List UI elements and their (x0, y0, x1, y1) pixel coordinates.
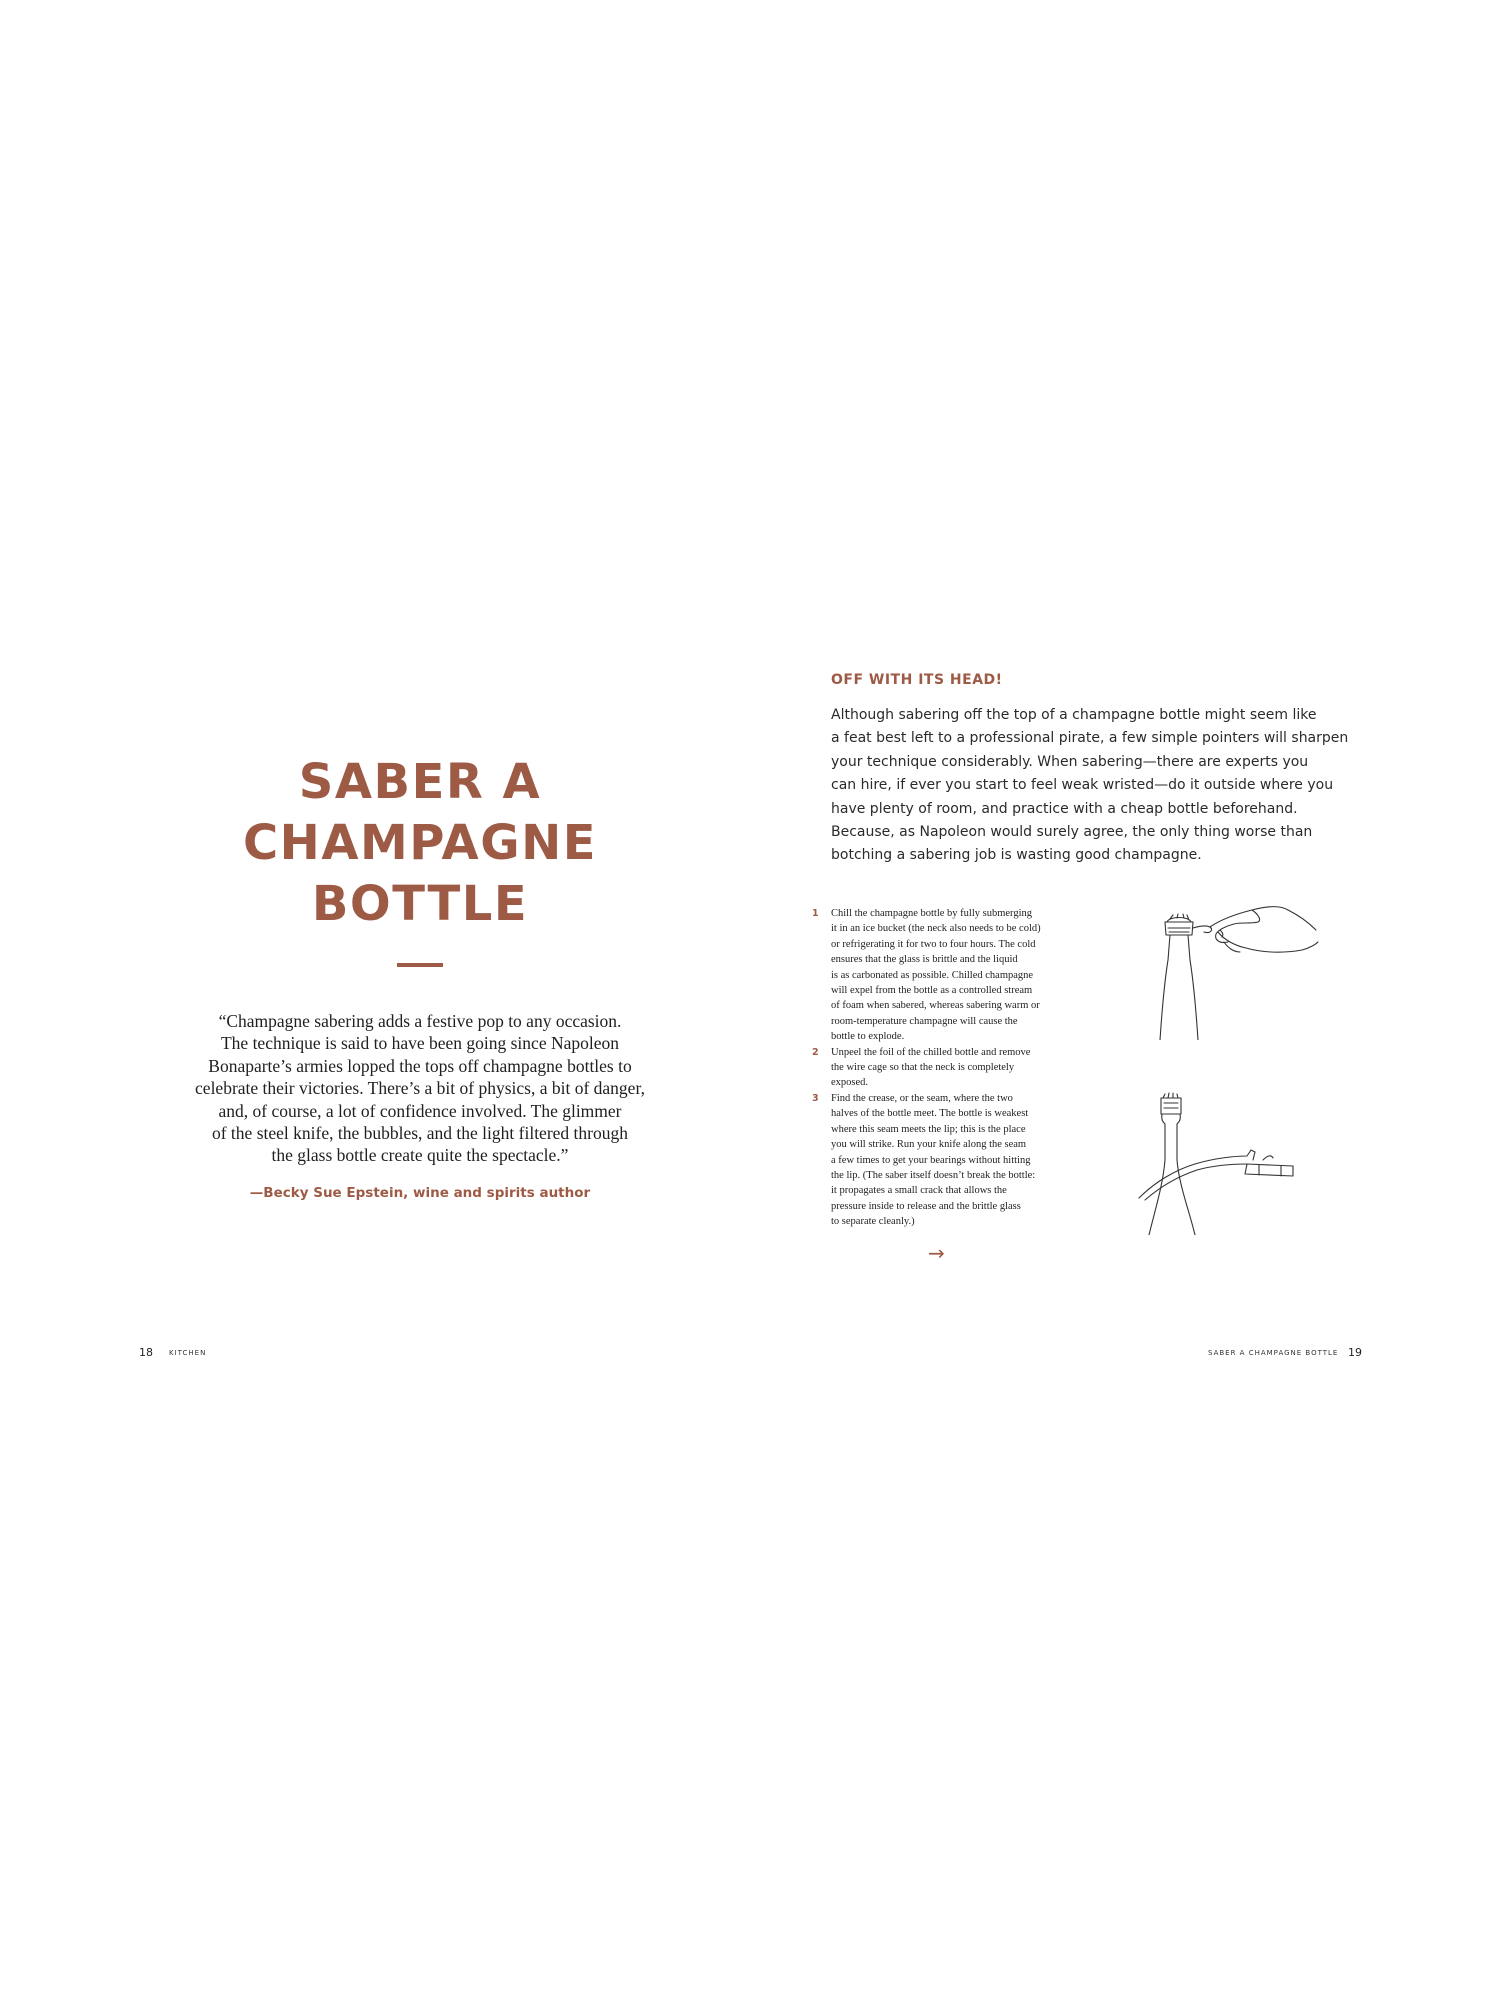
quote-line: and, of course, a lot of confidence involved. The glimmer (218, 1100, 622, 1121)
step-line: Unpeel the foil of the chilled bottle and remove (831, 1046, 1031, 1058)
quote-line: “Champagne sabering adds a festive pop to any occasion. (218, 1011, 622, 1031)
quote-line: The technique is said to have been going since Napoleon (220, 1033, 619, 1054)
step-line: Chill the champagne bottle by fully submerging (831, 908, 1033, 919)
step-line: or refrigerating it for two to four hours. The cold (831, 938, 1036, 950)
intro-line: Although sabering off the top of a champagne bottle might seem like (831, 707, 1317, 723)
running-head-left: KITCHEN (169, 1349, 207, 1357)
section-heading: OFF WITH ITS HEAD! (831, 672, 1003, 688)
step-line: room-temperature champagne will cause the (831, 1015, 1018, 1027)
step-text (831, 1045, 1100, 1091)
chapter-title (180, 752, 660, 935)
intro-line: have plenty of room, and practice with a cheap bottle beforehand. (831, 800, 1298, 817)
title-line: CHAMPAGNE (242, 815, 598, 871)
quote-attribution: —Becky Sue Epstein, wine and spirits author (249, 1185, 591, 1201)
quote-line: the glass bottle create quite the spectacle.” (271, 1145, 569, 1166)
step-line: a few times to get your bearings without hitting (831, 1154, 1031, 1166)
step-item (810, 1045, 1100, 1091)
step-item (810, 1091, 1100, 1230)
intro-line: a feat best left to a professional pirate, a few simple pointers will sharpen (831, 730, 1349, 747)
intro-line: can hire, if ever you start to feel weak wristed—do it outside where you (831, 777, 1334, 794)
step-number: 3 (812, 1092, 819, 1104)
page-number-right: 19 (1348, 1346, 1362, 1359)
step-line: the lip. (The saber itself doesn’t break the bottle: (831, 1169, 1036, 1181)
quote-line: celebrate their victories. There’s a bit of physics, a bit of danger, (195, 1078, 645, 1099)
step-number: 1 (812, 908, 819, 919)
step-number: 2 (812, 1046, 819, 1058)
quote-line: Bonaparte’s armies lopped the tops off champagne bottles to (208, 1055, 632, 1076)
step-line: halves of the bottle meet. The bottle is weakest (831, 1108, 1029, 1120)
title-divider (397, 963, 443, 967)
step-line: Find the crease, or the seam, where the two (831, 1092, 1013, 1104)
step-line: bottle to explode. (831, 1031, 905, 1043)
step-line: exposed. (831, 1077, 869, 1089)
intro-line: your technique considerably. When sabering—there are experts you (831, 753, 1309, 770)
epigraph-quote (170, 1010, 670, 1167)
page-number-left: 18 (139, 1346, 153, 1359)
intro-paragraph (831, 704, 1351, 868)
running-head-right: SABER A CHAMPAGNE BOTTLE (1208, 1349, 1339, 1357)
step-line: you will strike. Run your knife along the seam (831, 1139, 1027, 1151)
step-item (810, 906, 1100, 1045)
step-text (831, 906, 1100, 1045)
step-line: it propagates a small crack that allows the (831, 1185, 1007, 1197)
step-line: where this seam meets the lip; this is the place (831, 1123, 1026, 1135)
title-line: BOTTLE (311, 876, 529, 932)
saber-on-bottle-neck-icon (1135, 1090, 1295, 1235)
intro-line: Because, as Napoleon would surely agree, the only thing worse than (831, 824, 1313, 841)
step-line: pressure inside to release and the brittle glass (831, 1200, 1021, 1212)
hand-removing-wire-cage-icon (1140, 900, 1320, 1040)
step-text (831, 1091, 1100, 1230)
step-line: to separate cleanly.) (831, 1216, 915, 1228)
intro-line: botching a sabering job is wasting good champagne. (831, 847, 1202, 864)
step-line: it in an ice bucket (the neck also needs to be cold) (831, 923, 1041, 935)
quote-line: of the steel knife, the bubbles, and the light filtered through (211, 1123, 628, 1144)
step-line: will expel from the bottle as a controlled stream (831, 985, 1033, 997)
steps-list (810, 906, 1100, 1230)
step-line: ensures that the glass is brittle and the liquid (831, 954, 1018, 966)
step-line: is as carbonated as possible. Chilled champagne (831, 969, 1034, 981)
step-line: of foam when sabered, whereas sabering warm or (831, 1000, 1040, 1012)
continue-arrow-icon: → (928, 1241, 945, 1265)
title-line: SABER A (298, 754, 542, 810)
step-line: the wire cage so that the neck is completely (831, 1062, 1015, 1074)
